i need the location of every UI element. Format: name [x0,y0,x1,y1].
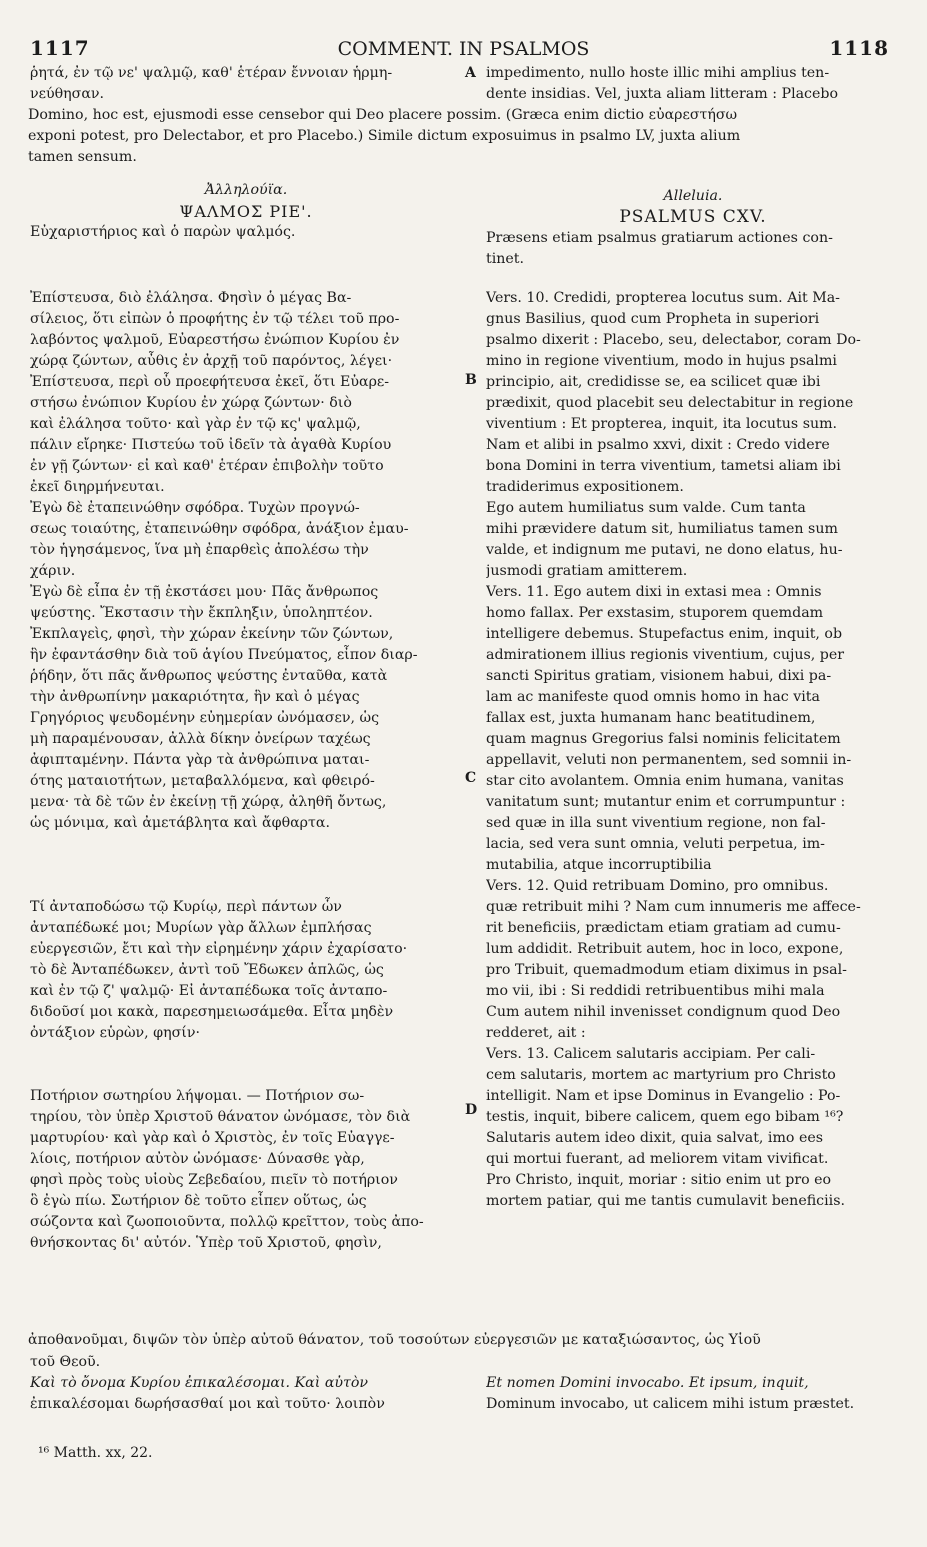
text-line [30,834,462,855]
text-line: Γρηγόριος ψευδομένην εὐημερίαν ὠνόμασεν, ὡς [30,710,380,726]
text-line: Salutaris autem ideo dixit, quia salvat, imo ees [486,1130,824,1146]
text-line: Dominum invocabo, ut calicem mihi istum præstet. [486,1396,855,1412]
span-line: exponi potest, pro Delectabor, et pro Placebo.) Simile dictum exposuimus in psalmo LV, juxta alium [28,128,741,144]
latin-subtitle: Præsens etiam psalmus gratiarum actiones con- [486,230,833,246]
text-line: impedimento, nullo hoste illic mihi amplius ten- [486,65,830,81]
text-line: θνήσκοντας δι' αὐτόν. Ὑπὲρ τοῦ Χριστοῦ, φησὶν, [30,1235,382,1251]
text-line: Ego autem humiliatus sum valde. Cum tanta [486,500,806,516]
text-line: καὶ ἐν τῷ ζ' ψαλμῷ· Εἰ ἀνταπέδωκα τοῖς ἀνταπο- [30,983,388,999]
text-line: Τί ἀνταποδώσω τῷ Κυρίῳ, περὶ πάντων ὧν [30,899,342,915]
running-title: COMMENT. IN PSALMOS [337,38,590,60]
text-line: lacia, sed vera sunt omnia, veluti perpetua, im- [486,836,825,852]
text-line: appellavit, veluti non permanentem, sed somnii in- [486,752,852,768]
text-line: Vers. 10. Credidi, propterea locutus sum. Ait Ma- [486,290,840,306]
text-line: Ἐπίστευσα, περὶ οὗ προεφήτευσα ἐκεῖ, ὅτι Εὐαρε- [30,374,390,390]
text-line: λίοις, ποτήριον αὐτὸν ὠνόμασε· Δύνασθε γὰρ, [30,1151,365,1167]
greek-psalm-title: ΨΑΛΜΟΣ ΡΙΕ'. [179,202,313,221]
text-line: valde, et indignum me putavi, ne dono elatus, hu- [486,542,843,558]
text-line [30,1065,462,1086]
text-line: τηρίου, τὸν ὑπὲρ Χριστοῦ θάνατον ὠνόμασε, τὸν διὰ [30,1109,411,1125]
span-line: Domino, hoc est, ejusmodi esse censebor qui Deo placere possim. (Græca enim dictio εὐαρεστήσω [28,107,738,123]
text-line: μὴ παραμένουσαν, ἀλλὰ δίκην ὀνείρων ταχέως [30,731,371,747]
text-line: Vers. 13. Calicem salutaris accipiam. Per cali- [486,1046,816,1062]
text-line [30,876,462,897]
text-line: ἐπικαλέσομαι δωρήσασθαί μοι καὶ τοῦτο· λοιπὸν [30,1396,385,1412]
text-line: ἀνταπέδωκέ μοι; Μυρίων γὰρ ἄλλων ἐμπλήσας [30,920,372,936]
text-line: τοῦ Θεοῦ. [30,1354,101,1370]
text-line: τὴν ἀνθρωπίνην μακαριότητα, ἣν καὶ ὁ μέγας [30,689,360,705]
text-line: admirationem illius regionis viventium, cujus, per [486,647,845,663]
text-line: fallax est, juxta humanam hanc beatitudinem, [486,710,816,726]
span-line: tamen sensum. [28,149,137,165]
text-line: Nam et alibi in psalmo xxvi, dixit : Credo videre [486,437,830,453]
text-line: mino in regione viventium, modo in hujus psalmi [486,353,837,369]
text-line: bona Domini in terra viventium, tametsi aliam ibi [486,458,841,474]
text-line: Ἐγὼ δὲ ἐταπεινώθην σφόδρα. Τυχὼν προγνώ- [30,500,360,516]
text-line: ψεύστης. Ἔκστασιν τὴν ἔκπληξιν, ὑποληπτέον. [30,605,373,621]
text-line: quæ retribuit mihi ? Nam cum innumeris me affece- [486,899,861,915]
text-line: καὶ ἐλάλησα τοῦτο· καὶ γὰρ ἐν τῷ κς' ψαλμῷ, [30,416,361,432]
span-line-bottom: ἀποθανοῦμαι, διψῶν τὸν ὑπὲρ αὐτοῦ θάνατον, τοῦ τοσούτων εὐεργεσιῶν με καταξιώσαντος, ὡς Υἱοῦ [28,1332,761,1348]
text-line [30,1044,462,1065]
text-line: lum addidit. Retribuit autem, hoc in loco, expone, [486,941,844,957]
text-line: Ἐπίστευσα, διὸ ἐλάλησα. Φησὶν ὁ μέγας Βα- [30,290,352,306]
greek-alleluia: Ἀλληλούϊα. [204,182,288,198]
text-line: intelligit. Nam et ipse Dominus in Evangelio : Po- [486,1088,841,1104]
text-line: ἣν ἐφαντάσθην διὰ τοῦ ἁγίου Πνεύματος, εἶπον διαρ- [30,647,418,663]
page-number-right: 1118 [829,36,889,60]
text-line: χώρᾳ ζώντων, αὖθις ἐν ἀρχῇ τοῦ παρόντος, λέγει· [30,353,393,369]
text-line: ότης ματαιοτήτων, μεταβαλλόμενα, καὶ φθειρό- [30,773,375,789]
text-line: λαβόντος ψαλμοῦ, Εὐαρεστήσω ἐνώπιον Κυρίου ἐν [30,332,400,348]
latin-subtitle: tinet. [486,251,524,267]
text-line: cem salutaris, mortem ac martyrium pro Christo [486,1067,836,1083]
text-line: Vers. 11. Ego autem dixi in extasi mea : Omnis [486,584,822,600]
text-line: quam magnus Gregorius falsi nominis felicitatem [486,731,841,747]
text-line: Et nomen Domini invocabo. Et ipsum, inquit, [486,1375,809,1391]
text-line: μαρτυρίου· καὶ γὰρ καὶ ὁ Χριστὸς, ἐν τοῖς Εὐαγγε- [30,1130,395,1146]
text-line: star cito avolantem. Omnia enim humana, vanitas [486,773,844,789]
margin-marker-b: B [465,372,477,388]
latin-column-end [486,1373,900,1415]
latin-column [486,288,900,1212]
latin-alleluia: Alleluia. [663,188,723,204]
top-left-greek [30,63,462,105]
text-line: ῥητά, ἐν τῷ νε' ψαλμῷ, καθ' ἑτέραν ἔννοιαν ἡρμη- [30,65,393,81]
text-line: ὃ ἐγὼ πίω. Σωτήριον δὲ τοῦτο εἶπεν οὕτως, ὡς [30,1193,367,1209]
text-line: τὸν ἡγησάμενος, ἵνα μὴ ἐπαρθεὶς ἀπολέσω τὴν [30,542,369,558]
text-line: Pro Christo, inquit, moriar : sitio enim ut pro eo [486,1172,832,1188]
text-line: Ποτήριον σωτηρίου λήψομαι. — Ποτήριον σω- [30,1088,365,1104]
text-line: χάριν. [30,563,76,579]
text-line: εὐεργεσιῶν, ἔτι καὶ τὴν εἰρημένην χάριν ἐχαρίσατο· [30,941,408,957]
text-line: πάλιν εἴρηκε· Πιστεύω τοῦ ἰδεῖν τὰ ἀγαθὰ Κυρίου [30,437,392,453]
text-line: Ἐκπλαγεὶς, φησὶ, τὴν χώραν ἐκείνην τῶν ζώντων, [30,626,394,642]
greek-column-end [30,1352,462,1415]
text-line: rit beneficiis, prædictam etiam gratiam ad cumu- [486,920,841,936]
text-line: mo vii, ibi : Si reddidi retribuentibus mihi mala [486,983,825,999]
text-line: ἀφιπταμένην. Πάντα γὰρ τὰ ἀνθρώπινα μαται- [30,752,370,768]
text-line: dente insidias. Vel, juxta aliam litteram : Placebo [486,86,839,102]
text-line: prædixit, quod placebit seu delectabitur in regione [486,395,854,411]
text-line: homo fallax. Per exstasim, stuporem quemdam [486,605,824,621]
text-line: Vers. 12. Quid retribuam Domino, pro omnibus. [486,878,829,894]
text-line: redderet, ait : [486,1025,586,1041]
text-line: vanitatum sunt; mutantur enim et corrumpuntur : [486,794,846,810]
text-line: lam ac manifeste quod omnis homo in hac vita [486,689,820,705]
greek-heading [30,180,462,243]
text-line: mihi prævidere datum sit, humiliatus tamen sum [486,521,838,537]
text-line: νεύθησαν. [30,86,105,102]
text-line: ἐκεῖ διηρμήνευται. [30,479,165,495]
text-line: gnus Basilius, quod cum Propheta in superiori [486,311,820,327]
text-line: psalmo dixerit : Placebo, seu, delectabor, coram Do- [486,332,861,348]
text-line: intelligere debemus. Stupefactus enim, inquit, ob [486,626,843,642]
text-line: Ἐγὼ δὲ εἶπα ἐν τῇ ἐκστάσει μου· Πᾶς ἄνθρωπος [30,584,379,600]
margin-marker-c: C [465,770,477,786]
greek-column [30,288,462,1254]
text-line: τὸ δὲ Ἀνταπέδωκεν, ἀντὶ τοῦ Ἔδωκεν ἁπλῶς, ὡς [30,962,384,978]
latin-heading [486,186,900,270]
top-right-latin [486,63,900,105]
text-line: tradiderimus expositionem. [486,479,684,495]
text-line: σεως τοιαύτης, ἐταπεινώθην σφόδρα, ἀνάξιον ἐμαυ- [30,521,409,537]
text-line: testis, inquit, bibere calicem, quem ego bibam ¹⁶? [486,1109,844,1125]
text-line: sancti Spiritus gratiam, visionem habui, dixi pa- [486,668,832,684]
text-line: μενα· τὰ δὲ τῶν ἐν ἐκείνῃ τῇ χώρᾳ, ἀληθῆ ὄντως, [30,794,387,810]
text-line: mutabilia, atque incorruptibilia [486,857,712,873]
text-line: ὀντάξιον εὑρὼν, φησίν· [30,1025,200,1041]
text-line: qui mortui fuerant, ad meliorem vitam vivificat. [486,1151,829,1167]
greek-subtitle: Εὐχαριστήριος καὶ ὁ παρὼν ψαλμός. [30,224,296,240]
text-line: σώζοντα καὶ ζωοποιοῦντα, πολλῷ κρεῖττον, τοὺς ἀπο- [30,1214,424,1230]
text-line: στήσω ἐνώπιον Κυρίου ἐν χώρᾳ ζώντων· διὸ [30,395,352,411]
text-line: pro Tribuit, quemadmodum etiam diximus in psal- [486,962,847,978]
text-line: σίλειος, ὅτι εἰπὼν ὁ προφήτης ἐν τῷ τέλει τοῦ προ- [30,311,400,327]
text-line: ὡς μόνιμα, καὶ ἀμετάβλητα καὶ ἄφθαρτα. [30,815,330,831]
text-line [30,855,462,876]
text-line: διδοῦσί μοι κακὰ, παρεσημειωσάμεθα. Εἶτα μηδὲν [30,1004,394,1020]
page-number-left: 1117 [30,36,90,60]
text-line: Καὶ τὸ ὄνομα Κυρίου ἐπικαλέσομαι. Καὶ αὐτὸν [30,1375,369,1391]
text-line: Cum autem nihil invenisset condignum quod Deo [486,1004,841,1020]
footnote: ¹⁶ Matth. xx, 22. [38,1445,153,1461]
text-line: jusmodi gratiam amitterem. [486,563,688,579]
text-line: ἐν γῇ ζώντων· εἰ καὶ καθ' ἑτέραν ἐπιβολὴν τοῦτο [30,458,384,474]
margin-marker-a: A [465,65,476,81]
margin-marker-d: D [465,1102,478,1118]
text-line: sed quæ in illa sunt viventium regione, non fal- [486,815,826,831]
text-line: φησὶ πρὸς τοὺς υἱοὺς Ζεβεδαίου, πιεῖν τὸ ποτήριον [30,1172,398,1188]
latin-psalm-title: PSALMUS CXV. [619,207,767,227]
text-line: ῥήδην, ὅτι πᾶς ἄνθρωπος ψεύστης ἐνταῦθα, κατὰ [30,668,388,684]
text-line: mortem patiar, qui me tantis cumulavit beneficiis. [486,1193,845,1209]
text-line: viventium : Et propterea, inquit, ita locutus sum. [486,416,838,432]
text-line: principio, ait, credidisse se, ea scilicet quæ ibi [486,374,821,390]
